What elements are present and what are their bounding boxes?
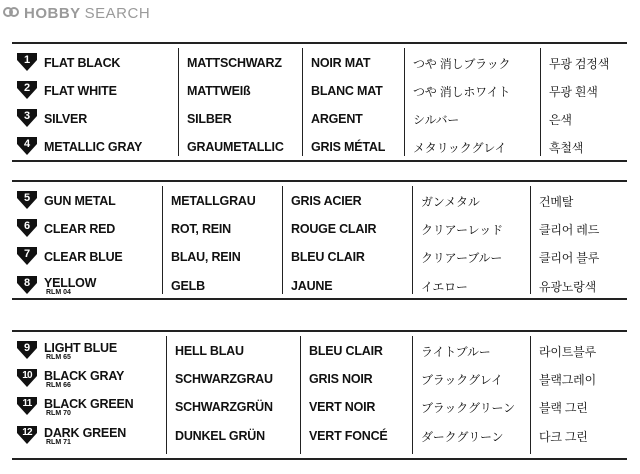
- color-row: [12, 134, 627, 160]
- color-group-1: [12, 42, 627, 162]
- color-group-2: [12, 180, 627, 300]
- german-name: SCHWARZGRÜN: [175, 400, 273, 414]
- english-name: DARK GREEN: [44, 425, 127, 440]
- german-name: MATTSCHWARZ: [187, 56, 282, 70]
- rlm-code: RLM 04: [46, 288, 71, 296]
- japanese-name: ライトブルー: [421, 344, 491, 359]
- color-number: 3: [23, 110, 31, 122]
- color-number-badge: [16, 340, 38, 360]
- color-number-badge: [16, 425, 38, 445]
- german-name: SCHWARZGRAU: [175, 372, 273, 386]
- english-name: CLEAR RED: [44, 222, 116, 236]
- color-number: 12: [22, 427, 32, 438]
- korean-name: 다크 그린: [539, 429, 588, 444]
- french-name: BLEU CLAIR: [309, 344, 383, 358]
- japanese-name: クリアーブルー: [421, 250, 503, 265]
- color-number-badge: [16, 396, 38, 416]
- rlm-code: RLM 70: [46, 409, 71, 417]
- english-name-cell: [44, 273, 96, 299]
- color-group-3: [12, 330, 627, 460]
- german-name: GRAUMETALLIC: [187, 140, 284, 154]
- german-name: ROT, REIN: [171, 222, 232, 236]
- korean-name: 라이트블루: [539, 344, 596, 359]
- color-row: [12, 244, 627, 270]
- color-number: 11: [22, 398, 32, 409]
- korean-name: 무광 검정색: [549, 56, 610, 71]
- english-name-cell: [44, 423, 126, 449]
- color-number-badge: [16, 190, 38, 210]
- korean-name: 블랙 그린: [539, 400, 588, 415]
- french-name: NOIR MAT: [311, 56, 371, 70]
- color-row: [12, 366, 627, 392]
- color-row: [12, 188, 627, 214]
- german-name: HELL BLAU: [175, 344, 244, 358]
- english-name-cell: [44, 78, 117, 104]
- japanese-name: クリアーレッド: [421, 222, 503, 237]
- english-name: METALLIC GRAY: [44, 140, 143, 154]
- english-name-cell: [44, 216, 115, 242]
- korean-name: 은색: [549, 112, 572, 127]
- japanese-name: ブラックグリーン: [421, 400, 515, 415]
- color-number-badge: [16, 246, 38, 266]
- color-number-badge: [16, 218, 38, 238]
- english-name-cell: [44, 188, 116, 214]
- color-number: 8: [23, 277, 31, 289]
- color-row: [12, 50, 627, 76]
- english-name: SILVER: [44, 112, 88, 126]
- english-name-cell: [44, 134, 142, 160]
- color-number: 4: [23, 138, 31, 150]
- german-name: GELB: [171, 279, 205, 293]
- japanese-name: メタリックグレイ: [413, 140, 507, 155]
- french-name: GRIS NOIR: [309, 372, 373, 386]
- english-name-cell: [44, 338, 117, 364]
- english-name: BLACK GREEN: [44, 396, 134, 411]
- japanese-name: つや 消しブラック: [413, 56, 511, 71]
- japanese-name: ガンメタル: [421, 194, 480, 209]
- logo-search-text: SEARCH: [84, 4, 151, 22]
- english-name: FLAT BLACK: [44, 56, 121, 70]
- english-name-cell: [44, 50, 120, 76]
- korean-name: 클리어 블루: [539, 250, 600, 265]
- color-number: 1: [23, 54, 31, 66]
- korean-name: 블랙그레이: [539, 372, 596, 387]
- korean-name: 흑철색: [549, 140, 584, 155]
- color-row: [12, 338, 627, 364]
- english-name: FLAT WHITE: [44, 84, 117, 98]
- english-name: LIGHT BLUE: [44, 340, 117, 355]
- english-name: CLEAR BLUE: [44, 250, 123, 264]
- color-row: [12, 273, 627, 299]
- color-number-badge: [16, 368, 38, 388]
- color-row: [12, 216, 627, 242]
- color-row: [12, 78, 627, 104]
- color-number: 6: [23, 220, 31, 232]
- color-row: [12, 106, 627, 132]
- german-name: DUNKEL GRÜN: [175, 429, 265, 443]
- color-number-badge: [16, 80, 38, 100]
- french-name: ARGENT: [311, 112, 363, 126]
- color-number: 2: [23, 82, 31, 94]
- logo-hobby-text: HOBBY: [24, 4, 81, 22]
- german-name: BLAU, REIN: [171, 250, 241, 264]
- color-row: [12, 394, 627, 420]
- french-name: ROUGE CLAIR: [291, 222, 377, 236]
- rlm-code: RLM 71: [46, 438, 71, 446]
- color-number-badge: [16, 52, 38, 72]
- color-number: 10: [22, 370, 32, 381]
- japanese-name: イエロー: [421, 279, 468, 294]
- french-name: BLEU CLAIR: [291, 250, 365, 264]
- french-name: BLANC MAT: [311, 84, 383, 98]
- color-number: 7: [23, 248, 31, 260]
- logo-rings-icon: [6, 6, 20, 20]
- german-name: METALLGRAU: [171, 194, 256, 208]
- japanese-name: ブラックグレイ: [421, 372, 503, 387]
- korean-name: 무광 흰색: [549, 84, 598, 99]
- color-row: [12, 423, 627, 449]
- french-name: JAUNE: [291, 279, 333, 293]
- french-name: VERT NOIR: [309, 400, 376, 414]
- english-name: GUN METAL: [44, 194, 116, 208]
- korean-name: 클리어 레드: [539, 222, 600, 237]
- rlm-code: RLM 65: [46, 353, 71, 361]
- german-name: MATTWEIß: [187, 84, 251, 98]
- english-name-cell: [44, 394, 133, 420]
- french-name: GRIS MÉTAL: [311, 140, 386, 154]
- japanese-name: シルバー: [413, 112, 460, 127]
- color-number-badge: [16, 136, 38, 156]
- color-number-badge: [16, 108, 38, 128]
- english-name: YELLOW: [44, 275, 97, 290]
- rlm-code: RLM 66: [46, 381, 71, 389]
- color-number: 5: [23, 192, 31, 204]
- english-name-cell: [44, 366, 124, 392]
- hobby-search-logo: [6, 4, 150, 22]
- color-number-badge: [16, 275, 38, 295]
- french-name: VERT FONCÉ: [309, 429, 388, 443]
- korean-name: 유광노랑색: [539, 279, 596, 294]
- japanese-name: つや 消しホワイト: [413, 84, 511, 99]
- japanese-name: ダークグリーン: [421, 429, 504, 444]
- korean-name: 건메탈: [539, 194, 574, 209]
- english-name-cell: [44, 244, 123, 270]
- english-name-cell: [44, 106, 87, 132]
- english-name: BLACK GRAY: [44, 368, 125, 383]
- german-name: SILBER: [187, 112, 232, 126]
- color-number: 9: [23, 342, 31, 354]
- french-name: GRIS ACIER: [291, 194, 362, 208]
